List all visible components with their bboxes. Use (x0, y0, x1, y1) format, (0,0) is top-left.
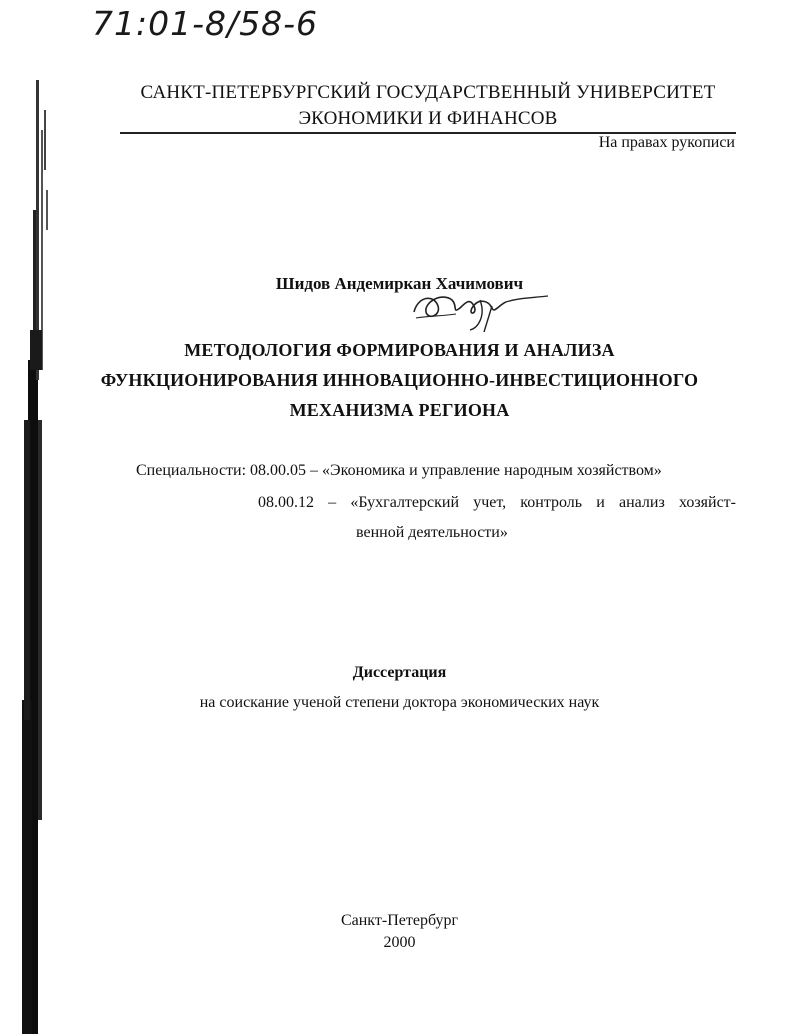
university-name-line1: САНКТ-ПЕТЕРБУРГСКИЙ ГОСУДАРСТВЕННЫЙ УНИВЕРСИТЕТ (140, 82, 716, 103)
author-name: Шидов Андемиркан Хачимович (275, 274, 524, 293)
author-signature (408, 286, 558, 336)
dissertation-label: Диссертация (352, 664, 447, 681)
thesis-title-line1: МЕТОДОЛОГИЯ ФОРМИРОВАНИЯ И АНАЛИЗА (184, 340, 615, 360)
city: Санкт-Петербург (340, 912, 459, 929)
scan-binding-edge (0, 0, 58, 1034)
specialty-line2: 08.00.12 – «Бухгалтерский учет, контроль и анализ хозяйст- (258, 494, 736, 511)
rights-note: На правах рукописи (598, 134, 735, 151)
thesis-title-line2: ФУНКЦИОНИРОВАНИЯ ИННОВАЦИОННО-ИНВЕСТИЦИОННОГО (100, 370, 699, 390)
year: 2000 (383, 934, 416, 951)
archive-code: 71:01-8/58-6 (92, 4, 319, 43)
dissertation-description: на соискание ученой степени доктора экономических наук (199, 694, 600, 711)
university-name-line2: ЭКОНОМИКИ И ФИНАНСОВ (298, 108, 558, 129)
thesis-title-line3: МЕХАНИЗМА РЕГИОНА (289, 400, 510, 420)
specialty-line1: Специальности: 08.00.05 – «Экономика и управление народным хозяйством» (136, 462, 662, 479)
specialty-line3: венной деятельности» (356, 524, 508, 541)
